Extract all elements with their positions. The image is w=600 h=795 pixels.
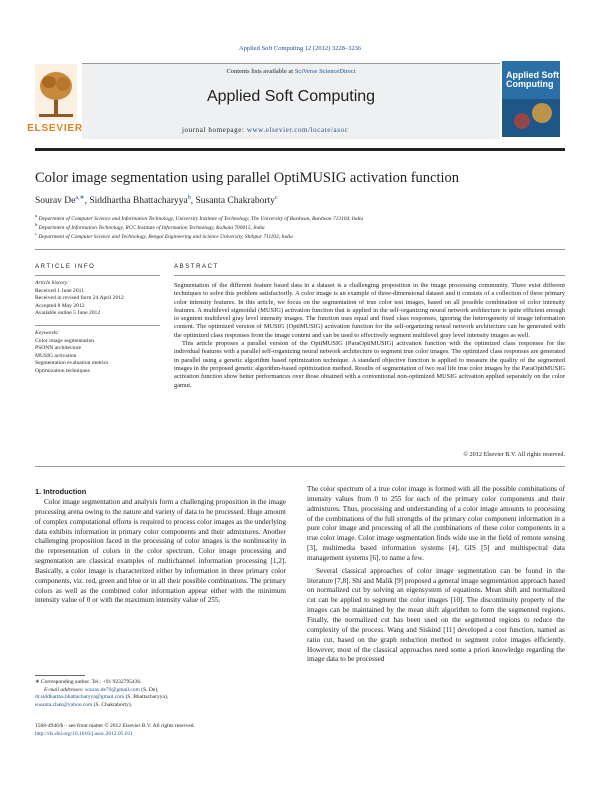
author-affiliation-mark[interactable]: a,∗: [75, 195, 85, 201]
section-heading-introduction: 1. Introduction: [35, 487, 87, 496]
header-rule: [35, 148, 565, 151]
journal-title: Applied Soft Computing: [206, 88, 376, 105]
issn-line: 1568-4946/$ – see front matter © 2012 Elsevier B.V. All rights reserved.: [35, 723, 195, 729]
affiliation-mark: b: [35, 222, 38, 227]
abstract-end-rule: [35, 466, 565, 467]
email-owner: (S. De),: [139, 687, 159, 693]
affiliation-mark: c: [35, 231, 37, 236]
abstract-paragraph: Segmentation of the different feature based data in a dataset is a challenging proposition in the image processing community. There exist different techniques to solve this problem satisfactorily. A color image is an example of three-dimensional dataset and it consists of a collection of three primary color intensity features. In this article, we focus on the segmentation of true color test images, based on all possible combination of color intensity features. A multilevel sigmoidal (MUSIG) activation function that is applied in the self-organizing neural network architecture is quite efficient enough to segment multilevel gray level intensity images. The function uses equal and fixed class responses, ignoring the heterogeneity of image information content. The optimized version of MUSIG (OptiMUSIG) activation function for the self-organizing neural network architecture can be generated with the optimized class responses from the image content and can be used to effectively segment multilevel gray level intensity images as well.: [174, 282, 565, 339]
journal-cover-thumbnail: [502, 61, 560, 137]
author-name: Susanta Chakraborty: [195, 196, 275, 207]
abstract-body: [174, 282, 565, 390]
keyword: Color image segmentation: [35, 337, 95, 344]
body-column-right: [307, 485, 565, 665]
email-link[interactable]: susanta.chak@yahoo.com: [35, 701, 93, 708]
keyword: Optimization techniques: [35, 367, 90, 374]
author-list: Sourav $De^{a,∗}$, Siddhartha Bhattacharyya$^b$, Susanta Chakraborty$^c$: [35, 195, 278, 207]
body-column-left: [35, 498, 286, 606]
affiliation: [35, 213, 363, 222]
abstract-paragraph: This article proposes a parallel version of the OptiMUSIG (ParaOptiMUSIG) activation function with the optimized class responses for the individual features with a parallel self-organizing neural network architecture to segment true color images. The optimized class responses are generated in parallel using a genetic algorithm based optimization technique. A standard objective function is applied to measure the quality of the segmented images in the proposed genetic algorithm-based optimization method. Results of segmentation of two real life true color images by the ParaOptiMUSIG activation function show better performances over those obtained with a conventional non-optimized MUSIG activation applied separately on the color gamut.: [174, 340, 565, 389]
keyword: MUSIG activation: [35, 352, 77, 359]
affiliation-text: Department of Information Technology, RCC Institute of Information Technology, Kolkata 700015, India: [38, 224, 265, 231]
header-divider: [82, 63, 500, 64]
history-item: Accepted 8 May 2012: [35, 302, 85, 309]
email-link[interactable]: dr.siddhartha.bhattacharyya@gmail.com: [35, 694, 125, 701]
abstract-rule: [174, 275, 565, 276]
footnote-rule: [35, 675, 85, 676]
article-history: [35, 280, 124, 318]
keyword: PSONN architecture: [35, 345, 82, 352]
keyword: Segmentation evaluation metrics: [35, 360, 109, 367]
affiliation-rule: [35, 249, 565, 250]
keywords-rule: [35, 325, 160, 326]
sciencedirect-link[interactable]: SciVerse ScienceDirect: [294, 68, 356, 75]
keywords: [35, 330, 108, 376]
homepage-prefix: journal homepage:: [182, 126, 247, 134]
affiliation-text: Department of Computer Science and Technology, Bengal Engineering and Science University, Shibpur 711103, India: [38, 233, 293, 240]
body-paragraph: Several classical approaches of color image segmentation can be found in the literature [7,8]. Shi and Malik [9] proposed a general image segmentation approach based on normalized cut by solving an eigensystem of equations. Mean shift and normalized cut can be applied to segment the color images [10]. The discontinuity property of the images can be maintained by the mean shift algorithm to form the segmented regions. Finally, the normalized cut has been used on the segmented regions to reduce the complexity of the process. Wang and Siskind [11] developed a cost function, named as ratio cut, based on the graph reduction method to segment color images efficiently. However, most of the classical approaches need some a priori knowledge regarding the image data to be processed: [307, 566, 565, 664]
email-owner: (S. Chakraborty).: [92, 701, 133, 708]
journal-reference[interactable]: Applied Soft Computing 12 (2012) 3228–3236: [238, 45, 362, 52]
article-info-heading: ARTICLE INFO: [35, 264, 96, 270]
doi-link[interactable]: http://dx.doi.org/10.1016/j.asoc.2012.05.011: [35, 731, 133, 737]
contents-availability: [82, 68, 500, 75]
history-item: Received in revised form 24 April 2012: [35, 295, 124, 302]
cover-graphic: [502, 99, 560, 137]
email-label: E-mail addresses:: [44, 687, 86, 693]
homepage-link[interactable]: www.elsevier.com/locate/asoc: [246, 126, 349, 134]
contents-prefix: Contents lists available at: [226, 68, 295, 75]
history-label: Article history:: [35, 280, 70, 286]
author-name: Sourav De: [35, 196, 76, 207]
cover-title: Applied Soft Computing: [506, 70, 559, 89]
elsevier-wordmark: ELSEVIER: [27, 123, 83, 134]
elsevier-tree-logo: [35, 64, 77, 120]
journal-homepage: [182, 126, 348, 134]
email-link[interactable]: sourav.de79@gmail.com: [85, 687, 140, 693]
body-paragraph: The color spectrum of a true color image is formed with all the possible combinations of intensity values from 0 to 255 for each of the primary color components and their admixtures. Thus, processing and understanding of a color image amounts to processing of the combinations of the full strengths of the primary color component information in a pure color image and processing of all the combinations of these color components in a true color image. Color image segmentation finds wide use in the field of remote sensing [3], multimedia based information systems [4], GIS [5] and multispectral data management systems [6], to name a few.: [307, 485, 565, 562]
author-name: Siddhartha Bhattacharyya: [89, 196, 188, 207]
author-affiliation-mark[interactable]: b: [187, 195, 191, 201]
affiliation-mark: a: [35, 213, 38, 218]
author-affiliation-mark[interactable]: c: [274, 195, 278, 201]
paper-title: Color image segmentation using parallel OptiMUSIG activation function: [35, 170, 460, 186]
body-paragraph: Color image segmentation and analysis form a challenging proposition in the image processing arena owing to the nature and variety of data to be processed. Huge amount of complex computational efforts is required to process color images as the underlying data exhibits information in primary color components and their admixtures. Another challenging proposition faced in the processing of color images is the nonlinearity in the representation of colors in the color spectrum. Color image processing and segmentation are classical examples of multichannel information processing [1,2]. Basically, a color image is characterized either by information in three primary color components, viz. red, green and blue or in all their possible combinations. The primary colors as well as the combined color information appear either with the minimum intensity value of 0 or with the maximum intensity value of 255.: [35, 498, 286, 605]
affiliation-text: Department of Computer Science and Information Technology, University Institute of Technology, The University of Burdwan, Burdwan 713104, India: [38, 215, 364, 222]
affiliation: [35, 222, 265, 231]
email-owner: (S. Bhattacharyya),: [124, 694, 169, 701]
copyright-notice: © 2012 Elsevier B.V. All rights reserved.: [463, 451, 565, 458]
email-addresses: [35, 687, 284, 709]
history-item: Available online 5 June 2012: [35, 310, 101, 317]
corresponding-author-note: ∗ Corresponding author. Tel.: +91 9232795436.: [35, 679, 142, 685]
history-item: Received 1 June 2011: [35, 287, 85, 294]
affiliation: [35, 231, 293, 240]
abstract-heading: ABSTRACT: [174, 264, 219, 270]
keywords-label: Keywords:: [35, 330, 60, 336]
article-info-rule: [35, 275, 160, 276]
